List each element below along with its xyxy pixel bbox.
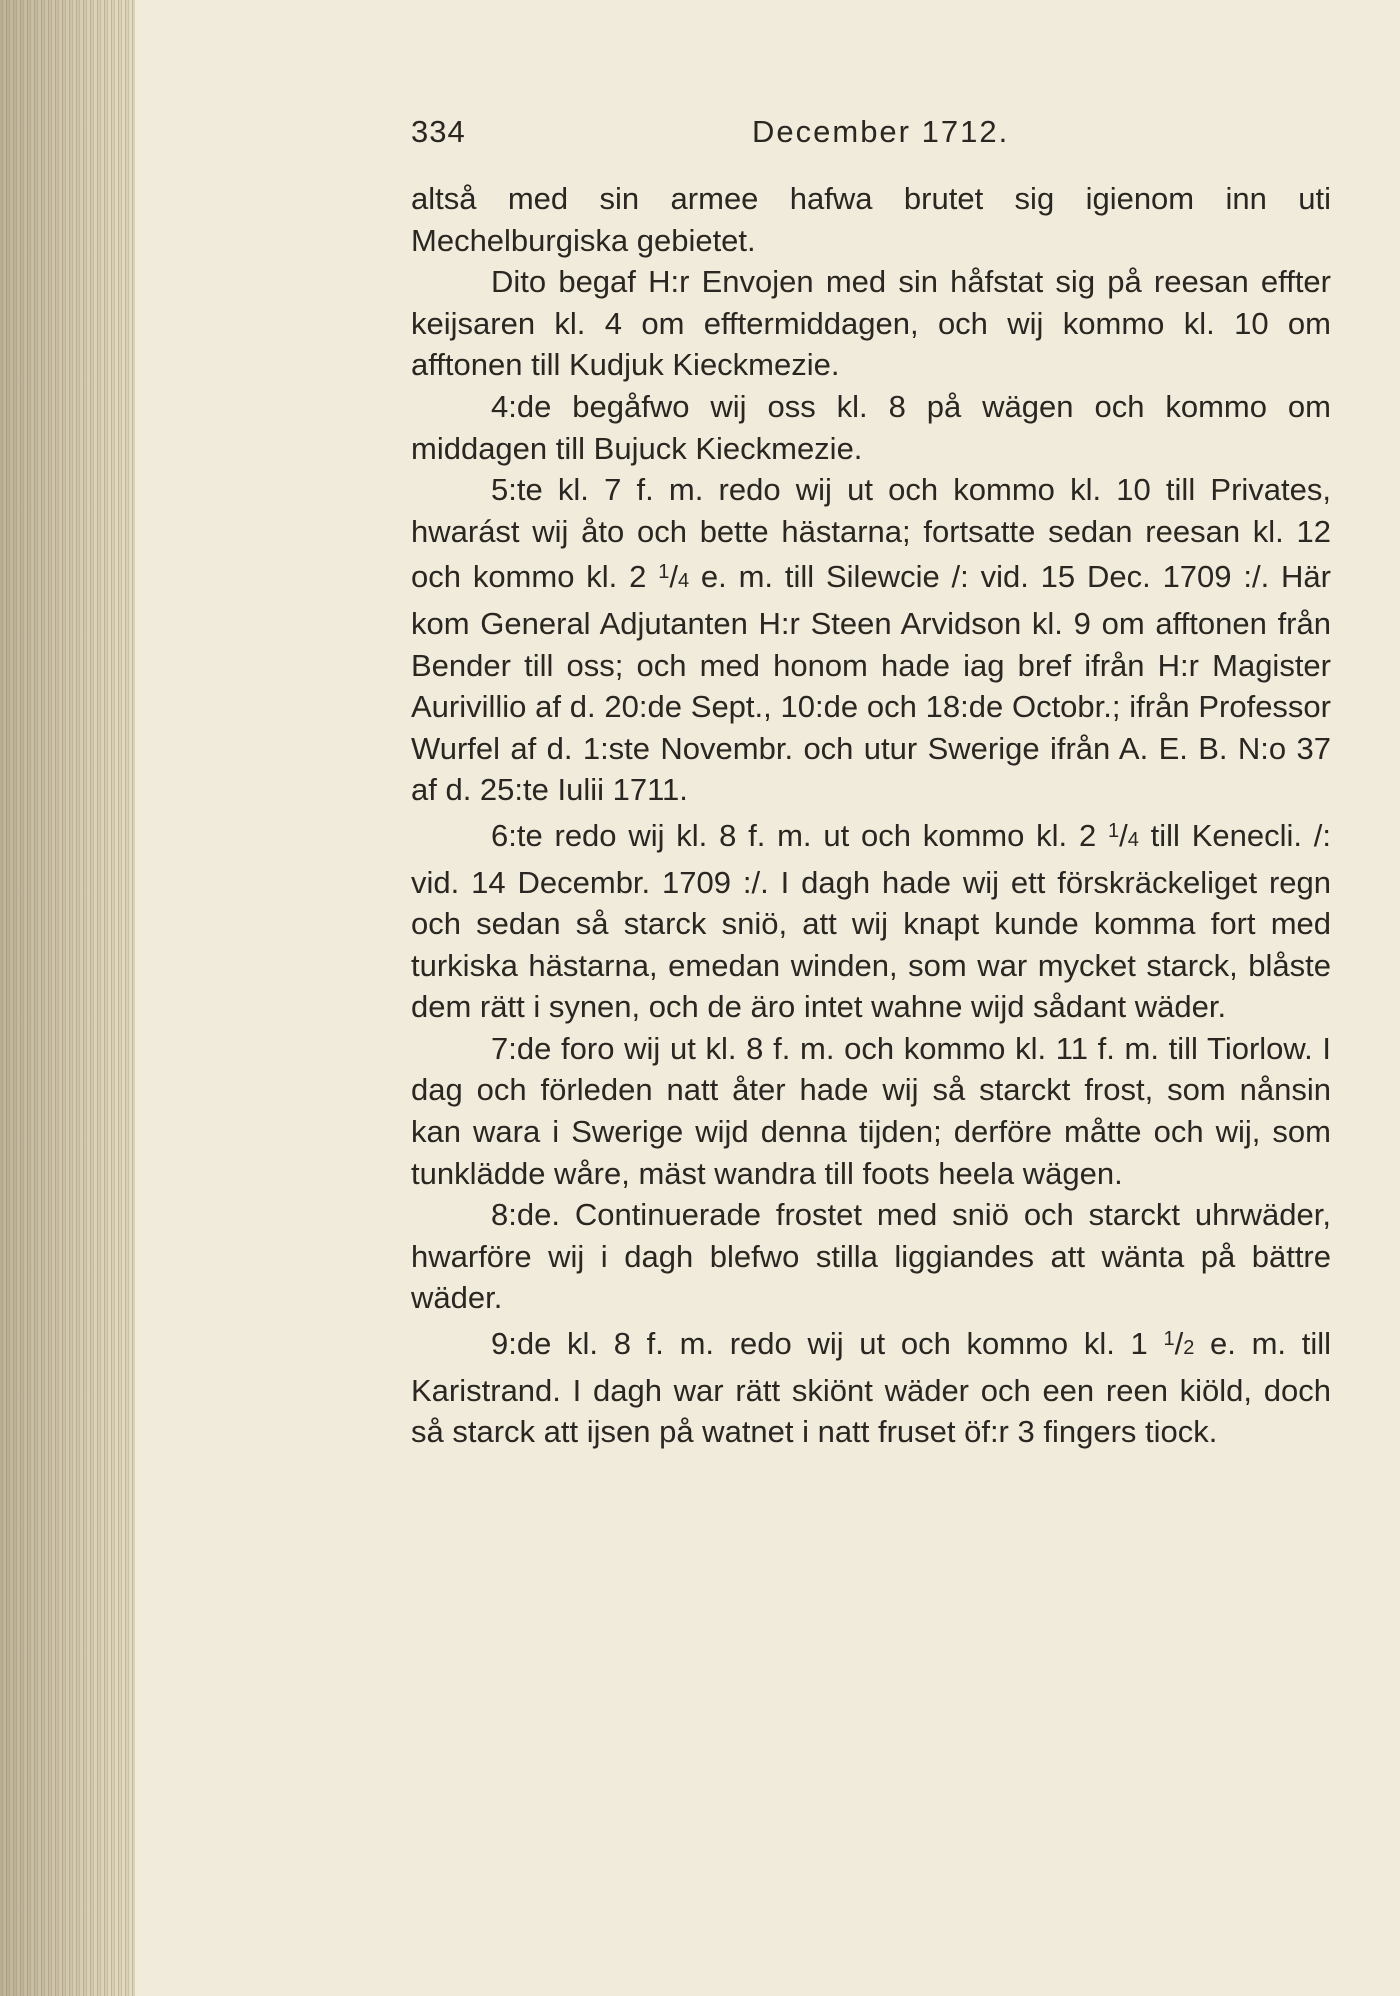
paragraph-text: 9:de kl. 8 f. m. redo wij ut och kommo kl. 1 xyxy=(491,1326,1164,1362)
fraction-denominator: 4 xyxy=(677,570,690,593)
page-number: 334 xyxy=(411,114,466,149)
paragraph-text: altså med sin armee hafwa brutet sig igienom inn uti Mechelburgiska gebietet. xyxy=(411,181,1331,258)
paragraph-entry-9: 9:de kl. 8 f. m. redo wij ut och kommo kl. 1 $^1$/2 e. m. till Karistrand. I dagh war rätt skiönt wäder och een reen kiöld, doch så starck att ijsen på watnet i natt fruset öf:r 3 fingers tiock. xyxy=(411,1326,1331,1450)
header-title: December 1712. xyxy=(752,114,1010,149)
body-text xyxy=(411,178,1331,1453)
paragraph-text: Dito begaf H:r Envojen med sin håfstat sig på reesan effter keijsaren kl. 4 om efftermiddagen, och wij kommo kl. 10 om afftonen till Kudjuk Kieckmezie. xyxy=(411,264,1331,383)
paragraph-entry-7 xyxy=(411,1028,1331,1194)
paragraph-text: 8:de. Continuerade frostet med sniö och starckt uhrwäder, hwarföre wij i dagh blefwo stilla liggiandes att wänta på bättre wäder. xyxy=(411,1197,1331,1316)
paragraph-continuation xyxy=(411,178,1331,261)
fraction-numerator: 1 xyxy=(1107,819,1120,842)
paragraph-text: e. m. till Karistrand. I dagh war rätt skiönt wäder och een reen kiöld, doch så starck att ijsen på watnet i natt fruset öf:r 3 fingers tiock. xyxy=(411,1326,1331,1450)
fraction-numerator: 1 xyxy=(1163,1328,1175,1351)
paragraph-text: 6:te redo wij kl. 8 f. m. ut och kommo kl. 2 xyxy=(491,817,1108,853)
paragraph-text: e. m. till Silewcie /: vid. 15 Dec. 1709 :/. Här kom General Adjutanten H:r Steen Arvidson kl. 9 om afftonen från Bender till oss; och med honom hade iag bref ifrån H:r Magister Aurivillio af d. 20:de Sept., 10:de och 18:de Octobr.; ifrån Professor Wurfel af d. 1:ste Novembr. och utur Swerige ifrån A. E. B. N:o 37 af d. 25:te Iulii 1711. xyxy=(411,559,1331,808)
paragraph-text: 4:de begåfwo wij oss kl. 8 på wägen och kommo om middagen till Bujuck Kieckmezie. xyxy=(411,388,1331,466)
running-header xyxy=(411,112,1016,152)
paragraph-text: 7:de foro wij ut kl. 8 f. m. och kommo kl. 11 f. m. till Tiorlow. I dag och förleden natt åter hade wij så starckt frost, som nånsin kan wara i Swerige wijd denna tijden; derföre måtte och wij, som tunklädde wåre, mäst wandra till foots heela wägen. xyxy=(411,1030,1331,1191)
paragraph-entry-6: 6:te redo wij kl. 8 f. m. ut och kommo kl. 2 $^1$/4 till Kenecli. /: vid. 14 Decembr. 1709 :/. I dagh hade wij ett förskräckeliget regn och sedan så starck sniö, att wij knapt kunde komma fort med turkiska hästarna, emedan winden, som war mycket starck, blåste dem rätt i synen, och de äro intet wahne wijd sådant wäder. xyxy=(411,817,1332,1025)
paragraph-entry-4 xyxy=(411,386,1331,469)
paragraph-entry-5: 5:te kl. 7 f. m. redo wij ut och kommo kl. 10 till Privates, hwarást wij åto och bette hästarna; fortsatte sedan reesan kl. 12 och kommo kl. 2 $^1$/4 e. m. till Silewcie /: vid. 15 Dec. 1709 :/. Här kom General Adjutanten H:r Steen Arvidson kl. 9 om afftonen från Bender till oss; och med honom hade iag bref ifrån H:r Magister Aurivillio af d. 20:de Sept., 10:de och 18:de Octobr.; ifrån Professor Wurfel af d. 1:ste Novembr. och utur Swerige ifrån A. E. B. N:o 37 af d. 25:te Iulii 1711. xyxy=(411,472,1331,808)
paragraph-entry-8 xyxy=(411,1194,1331,1319)
paragraph-entry-dito xyxy=(411,261,1331,386)
page-edge-shadow xyxy=(0,0,135,1996)
fraction-denominator: 4 xyxy=(1127,828,1139,851)
fraction-numerator: 1 xyxy=(658,561,670,584)
paragraph-text: till Kenecli. /: vid. 14 Decembr. 1709 :/. I dagh hade wij ett förskräckeliget regn och sedan så starck sniö, att wij knapt kunde komma fort med turkiska hästarna, emedan winden, som war mycket starck, blåste dem rätt i synen, och de äro intet wahne wijd sådant wäder. xyxy=(411,817,1332,1025)
paragraph-text: 5:te kl. 7 f. m. redo wij ut och kommo kl. 10 till Privates, hwarást wij åto och bette hästarna; fortsatte sedan reesan kl. 12 och kommo kl. 2 xyxy=(411,472,1331,595)
fraction-denominator: 2 xyxy=(1183,1337,1195,1360)
